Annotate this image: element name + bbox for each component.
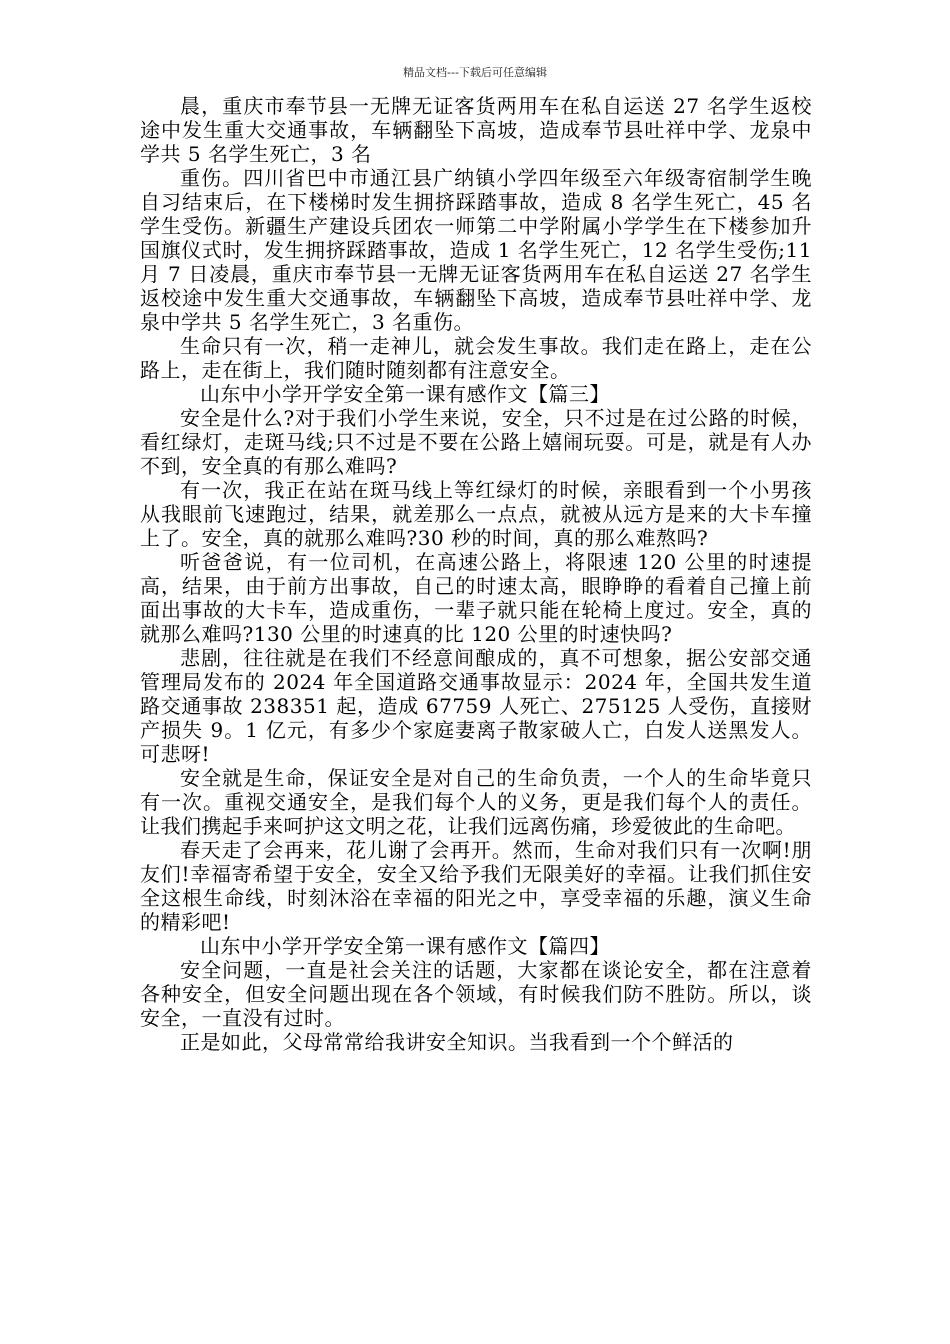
paragraph: 安全是什么?对于我们小学生来说，安全，只不过是在过公路的时候，看红绿灯，走斑马线;只不过是不要在公路上嬉闹玩耍。可是，就是有人办不到，安全真的有那么难吗? <box>140 406 812 478</box>
paragraph: 重伤。四川省巴中市通江县广纳镇小学四年级至六年级寄宿制学生晚自习结束后，在下楼梯时发生拥挤踩踏事故，造成 8 名学生死亡，45 名学生受伤。新疆生产建设兵团农一师第二中学附属小学学生在下楼参加升国旗仪式时，发生拥挤踩踏事故，造成 1 名学生死亡，12 名学生受伤;11 月 7 日凌晨，重庆市奉节县一无牌无证客货两用车在私自运送 27 名学生返校途中发生重大交通事故，车辆翻坠下高坡，造成奉节县吐祥中学、龙泉中学共 5 名学生死亡，3 名重伤。 <box>140 166 812 334</box>
paragraph: 正是如此，父母常常给我讲安全知识。当我看到一个个鲜活的 <box>180 1030 734 1054</box>
paragraph: 晨，重庆市奉节县一无牌无证客货两用车在私自运送 27 名学生返校途中发生重大交通事故，车辆翻坠下高坡，造成奉节县吐祥中学、龙泉中学共 5 名学生死亡，3 名 <box>140 94 812 166</box>
paragraph: 悲剧，往往就是在我们不经意间酿成的，真不可想象，据公安部交通管理局发布的 2024 年全国道路交通事故显示：2024 年，全国共发生道路交通事故 238351 起，造成 67759 人死亡、275125 人受伤，直接财产损失 9。1 亿元，有多少个家庭妻离子散家破人亡，白发人送黑发人。可悲呀! <box>140 646 812 766</box>
document-body <box>140 94 812 1054</box>
paragraph: 有一次，我正在站在斑马线上等红绿灯的时候，亲眼看到一个小男孩从我眼前飞速跑过，结果，就差那么一点点，就被从远方是来的大卡车撞上了。安全，真的就那么难吗?30 秒的时间，真的那么难熬吗? <box>140 478 812 550</box>
paragraph: 生命只有一次，稍一走神儿，就会发生事故。我们走在路上，走在公路上，走在街上，我们随时随刻都有注意安全。 <box>140 334 812 382</box>
page-header-note: 精品文档---下载后可任意编辑 <box>403 66 547 79</box>
section-title-4: 山东中小学开学安全第一课有感作文【篇四】 <box>200 934 610 958</box>
paragraph: 安全问题，一直是社会关注的话题，大家都在谈论安全，都在注意着各种安全，但安全问题出现在各个领域，有时候我们防不胜防。所以，谈安全，一直没有过时。 <box>140 958 812 1030</box>
paragraph: 安全就是生命，保证安全是对自己的生命负责，一个人的生命毕竟只有一次。重视交通安全，是我们每个人的义务，更是我们每个人的责任。让我们携起手来呵护这文明之花，让我们远离伤痛，珍爱彼此的生命吧。 <box>140 766 812 838</box>
paragraph: 听爸爸说，有一位司机，在高速公路上，将限速 120 公里的时速提高，结果，由于前方出事故，自己的时速太高，眼睁睁的看着自己撞上前面出事故的大卡车，造成重伤，一辈子就只能在轮椅上度过。安全，真的就那么难吗?130 公里的时速真的比 120 公里的时速快吗? <box>140 550 812 646</box>
section-title-3: 山东中小学开学安全第一课有感作文【篇三】 <box>200 382 610 406</box>
paragraph: 春天走了会再来，花儿谢了会再开。然而，生命对我们只有一次啊!朋友们!幸福寄希望于安全，安全又给予我们无限美好的幸福。让我们抓住安全这根生命线，时刻沐浴在幸福的阳光之中，享受幸福的乐趣，演义生命的精彩吧! <box>140 838 812 934</box>
